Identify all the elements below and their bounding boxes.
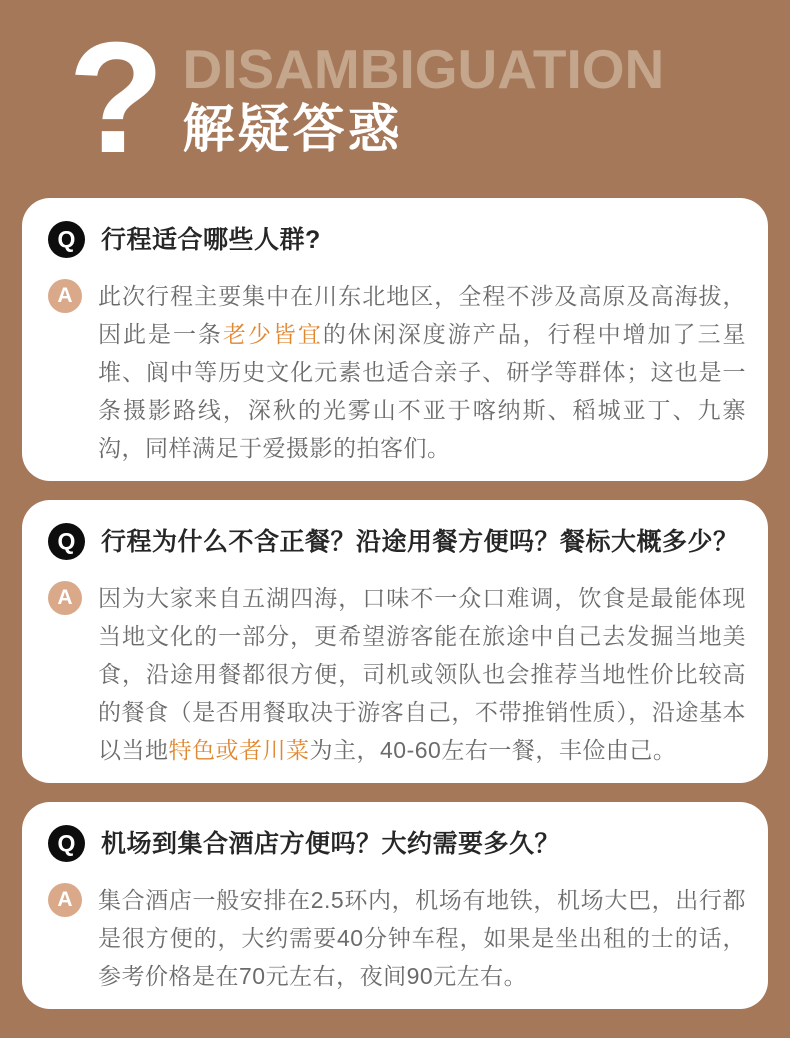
- answer-row: [48, 277, 746, 467]
- faq-card-2: [22, 500, 768, 783]
- page-title-en: DISAMBIGUATION: [182, 38, 665, 100]
- question-row: [48, 221, 746, 258]
- answer-text: 集合酒店一般安排在2.5环内，机场有地铁，机场大巴，出行都是很方便的，大约需要40分钟车程，如果是坐出租的士的话，参考价格是在70元左右，夜间90元左右。: [98, 887, 746, 989]
- a-badge-icon: A: [48, 883, 82, 917]
- page-title-zh: 解疑答惑: [182, 101, 403, 159]
- answer-row: [48, 579, 746, 769]
- faq-list: [0, 198, 790, 1009]
- question-text: 行程适合哪些人群?: [101, 225, 321, 254]
- answer-row: [48, 881, 746, 995]
- question-row: [48, 523, 746, 560]
- a-badge-icon: A: [48, 581, 82, 615]
- faq-card-3: [22, 802, 768, 1009]
- q-badge-icon: Q: [48, 825, 85, 862]
- question-text: 机场到集合酒店方便吗？大约需要多久？: [101, 829, 561, 858]
- page-header: [0, 0, 790, 198]
- question-row: [48, 825, 746, 862]
- question-mark-icon: ?: [68, 10, 161, 186]
- answer-text: 此次行程主要集中在川东北地区，全程不涉及高原及高海拔，因此是一条老少皆宜的休闲深度游产品，行程中增加了三星堆、阆中等历史文化元素也适合亲子、研学等群体；这也是一条摄影路线，深秋的光雾山不亚于喀纳斯、稻城亚丁、九寨沟，同样满足于爱摄影的拍客们。: [98, 283, 747, 461]
- q-badge-icon: Q: [48, 523, 85, 560]
- q-badge-icon: Q: [48, 221, 85, 258]
- a-badge-icon: A: [48, 279, 82, 313]
- answer-text: 因为大家来自五湖四海，口味不一众口难调，饮食是最能体现当地文化的一部分，更希望游客能在旅途中自己去发掘当地美食，沿途用餐都很方便，司机或领队也会推荐当地性价比较高的餐食（是否用餐取决于游客自己，不带推销性质），沿途基本以当地特色或者川菜为主，40-60左右一餐，丰俭由己。: [98, 585, 746, 763]
- question-text: 行程为什么不含正餐？沿途用餐方便吗？餐标大概多少？: [101, 527, 739, 556]
- header-titles: [183, 18, 665, 160]
- faq-card-1: [22, 198, 768, 481]
